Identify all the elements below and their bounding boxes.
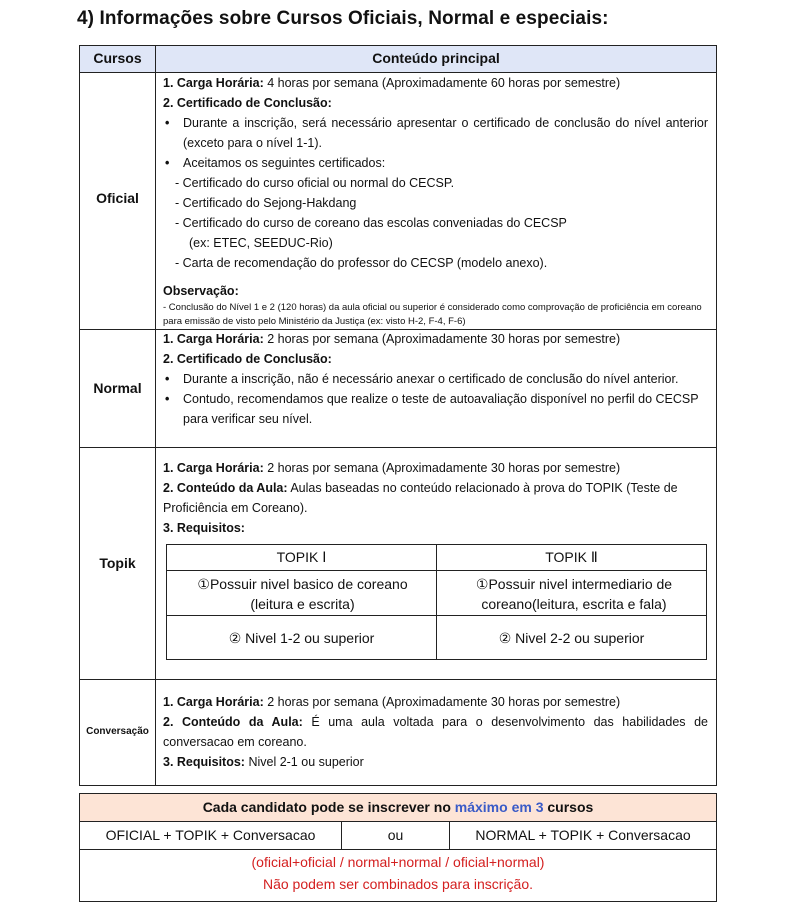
conv-carga-text: 2 horas por semana (Aproximadamente 30 horas por semestre)	[263, 695, 621, 709]
conversacao-content	[163, 692, 708, 772]
header-cursos: Cursos	[93, 50, 142, 66]
conv-req-label: 3. Requisitos:	[163, 755, 245, 769]
enrollment-rules-box	[79, 793, 717, 902]
row-label-normal: Normal	[93, 380, 142, 396]
conv-req-text: Nivel 2-1 ou superior	[244, 755, 364, 769]
topik-requirements-table	[166, 544, 707, 660]
combo-or: ou	[387, 827, 404, 843]
oficial-bullet-2: • Aceitamos os seguintes certificados:	[163, 153, 708, 173]
topik-carga-text: 2 horas por semana (Aproximadamente 30 horas por semestre)	[263, 461, 621, 475]
oficial-content	[163, 73, 708, 329]
max-courses-note	[80, 794, 716, 822]
normal-cert-label: 2. Certificado de Conclusão:	[163, 352, 332, 366]
row-label-oficial: Oficial	[96, 190, 139, 206]
topik1-req-2: ② Nivel 1-2 ou superior	[228, 630, 375, 646]
conv-carga-label: 1. Carga Horária:	[163, 695, 264, 709]
normal-carga-text: 2 horas por semana (Aproximadamente 30 horas por semestre)	[263, 332, 621, 346]
topik-cont-text: Aulas baseadas no conteúdo relacionado à prova do TOPIK (Teste de Proficiência em Coreano).	[163, 481, 678, 515]
normal-content	[163, 329, 708, 429]
oficial-cert-label: 2. Certificado de Conclusão:	[163, 96, 332, 110]
course-combinations	[80, 822, 716, 850]
oficial-carga-text: 4 horas por semana (Aproximadamente 60 horas por semestre)	[263, 76, 621, 90]
max-courses-text-b: cursos	[543, 799, 594, 815]
oficial-obs-label: Observação:	[163, 284, 239, 298]
topik-req-label: 3. Requisitos:	[163, 521, 245, 535]
oficial-obs-text: - Conclusão do Nível 1 e 2 (120 horas) da aula oficial ou superior é considerado como comprovação de proficiência em coreano para emissão de visto pelo Ministério da Justiça (ex: visto H-2, F-4, F-6)	[163, 302, 702, 327]
section-title: 4) Informações sobre Cursos Oficiais, Normal e especiais:	[77, 8, 609, 29]
invalid-combinations: (oficial+oficial / normal+normal / oficial+normal)	[251, 854, 545, 870]
topik-cont-label: 2. Conteúdo da Aula:	[163, 481, 288, 495]
topik-carga-label: 1. Carga Horária:	[163, 461, 264, 475]
combo-option-1: OFICIAL + TOPIK + Conversacao	[105, 827, 316, 843]
topik1-req-1: ①Possuir nivel basico de coreano (leitura e escrita)	[197, 576, 408, 612]
conv-cont-label: 2. Conteúdo da Aula:	[163, 715, 303, 729]
courses-table	[79, 45, 717, 786]
oficial-bullet-1: • Durante a inscrição, será necessário apresentar o certificado de conclusão do nível anterior (exceto para o nível 1-1).	[163, 113, 708, 153]
header-conteudo: Conteúdo principal	[372, 50, 500, 66]
normal-carga-label: 1. Carga Horária:	[163, 332, 264, 346]
table-header	[80, 46, 716, 73]
oficial-carga-label: 1. Carga Horária:	[163, 76, 264, 90]
row-oficial	[80, 72, 716, 329]
normal-bullet-1: • Durante a inscrição, não é necessário anexar o certificado de conclusão do nível anterior.	[163, 369, 708, 389]
max-courses-text-a: Cada candidato pode se inscrever no	[202, 799, 455, 815]
conv-cont-text: É uma aula voltada para o desenvolvimento das habilidades de conversacao em coreano.	[163, 715, 708, 749]
normal-bullet-2: • Contudo, recomendamos que realize o teste de autoavaliação disponível no perfil do CECSP para verificar seu nível.	[163, 389, 708, 429]
topik-content	[163, 458, 708, 538]
row-normal	[80, 329, 716, 447]
oficial-cert-3-example: (ex: ETEC, SEEDUC-Rio)	[189, 236, 333, 250]
max-courses-highlight: máximo em 3	[454, 799, 544, 815]
row-label-conversacao: Conversação	[86, 726, 149, 737]
oficial-cert-4: - Carta de recomendação do professor do CECSP (modelo anexo).	[175, 256, 548, 270]
combo-option-2: NORMAL + TOPIK + Conversacao	[475, 827, 691, 843]
oficial-cert-2: - Certificado do Sejong-Hakdang	[175, 196, 357, 210]
topik2-req-2: ② Nivel 2-2 ou superior	[498, 630, 645, 646]
oficial-cert-1: - Certificado do curso oficial ou normal do CECSP.	[175, 176, 455, 190]
oficial-cert-3: - Certificado do curso de coreano das escolas conveniadas do CECSP	[175, 216, 567, 230]
row-label-topik: Topik	[99, 555, 136, 571]
topik1-header: TOPIK Ⅰ	[276, 549, 327, 565]
invalid-combinations-note: Não podem ser combinados para inscrição.	[262, 876, 534, 892]
row-conversacao	[80, 679, 716, 787]
topik2-req-1: ①Possuir nivel intermediario de coreano(leitura, escrita e fala)	[475, 576, 673, 612]
topik2-header: TOPIK Ⅱ	[545, 549, 598, 565]
